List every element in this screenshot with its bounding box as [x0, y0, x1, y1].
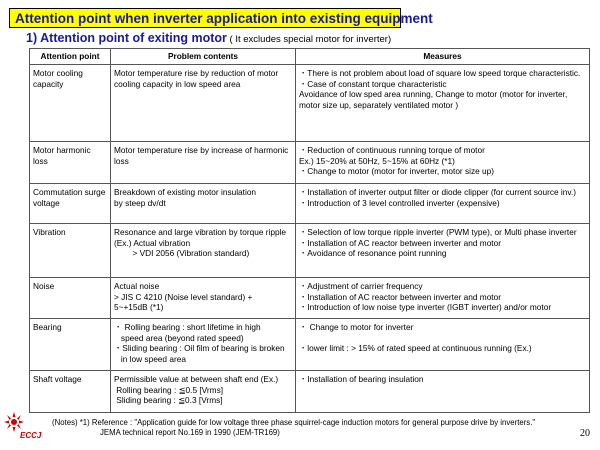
measure-line: ・Case of constant torque characteristic [299, 78, 447, 89]
table-row [30, 142, 590, 184]
measure-line: ・Installation of inverter output filter or diode clipper (for current source inv.) [299, 187, 576, 197]
problem-line: 5~+15dB (*1) [114, 302, 164, 312]
measures-cell [296, 371, 590, 413]
measure-line: ・ Change to motor for inverter [299, 322, 414, 332]
measure-line: ・Selection of low torque ripple inverter (PWM type), or Multi phase inverter [299, 227, 577, 237]
measures-cell [296, 319, 590, 371]
measure-line: ・Introduction of low noise type inverter (IGBT inverter) and/or motor [299, 302, 552, 312]
measure-line: ・Adjustment of carrier frequency [299, 281, 423, 291]
measure-line: ・Introduction of 3 level controlled inverter (expensive) [299, 197, 500, 208]
problem-line: > VDI 2056 (Vibration standard) [114, 248, 250, 258]
problem-cell [111, 224, 296, 278]
problem-line: Motor temperature rise by reduction of motor cooling capacity in low speed area [114, 68, 279, 89]
problem-cell [111, 65, 296, 142]
attention-point-cell: Commutation surge voltage [30, 184, 111, 224]
table-header-row [30, 49, 590, 65]
measures-cell [296, 224, 590, 278]
problem-line: in low speed area [114, 353, 186, 364]
measure-line: ・There is not problem about load of square low speed torque characteristic. [299, 68, 581, 78]
note-line-1: (Notes) *1) Reference : "Application guide for low voltage three phase squirrel-cage induction motors for general purpose drive by inverters." [52, 418, 536, 427]
table-row [30, 319, 590, 371]
table-row [30, 224, 590, 278]
measure-line: motor size up, separately ventilated motor ) [299, 99, 459, 110]
attention-point-cell: Motor harmonic loss [30, 142, 111, 184]
problem-line: Resonance and large vibration by torque ripple [114, 227, 287, 237]
problem-line: by steep dv/dt [114, 197, 166, 208]
measure-line: ・lower limit : > 15% of rated speed at continuous running (Ex.) [299, 343, 532, 353]
measure-line: Avoidance of low sped area running, Change to motor (motor for inverter, [299, 89, 568, 99]
measure-line: ・Change to motor (motor for inverter, motor size up) [299, 166, 495, 176]
problem-cell [111, 319, 296, 371]
table-row [30, 65, 590, 142]
measure-line: ・Reduction of continuous running torque of motor [299, 145, 485, 155]
problem-cell [111, 371, 296, 413]
header-measures: Measures [296, 49, 590, 65]
measure-line: ・Installation of AC reactor between inverter and motor [299, 291, 501, 302]
section-subtitle [26, 31, 391, 45]
problem-cell [111, 184, 296, 224]
measure-line: ・Avoidance of resonance point running [299, 248, 447, 258]
problem-line: Sliding bearing : ≦0.3 [Vrms] [114, 395, 223, 405]
problem-line: Motor temperature rise by increase of harmonic loss [114, 145, 289, 166]
table-row [30, 371, 590, 413]
problem-line: Actual noise [114, 281, 160, 291]
problem-line: > JIS C 4210 (Noise level standard) + [114, 291, 253, 302]
table-row [30, 278, 590, 319]
problem-line: ・ Rolling bearing : short lifetime in high [114, 322, 261, 332]
page-number: 20 [580, 428, 590, 439]
problem-line: speed area (beyond rated speed) [114, 332, 244, 343]
subtitle-main: 1) Attention point of exiting motor [26, 31, 227, 45]
problem-line: (Ex.) Actual vibration [114, 237, 191, 248]
header-problem-contents: Problem contents [111, 49, 296, 65]
measure-line: ・Installation of AC reactor between inverter and motor [299, 237, 501, 248]
measure-line: ・Installation of bearing insulation [299, 374, 424, 384]
problem-line: ・Sliding bearing : Oil film of bearing is broken [114, 343, 285, 353]
attention-point-cell: Vibration [30, 224, 111, 278]
problem-cell [111, 142, 296, 184]
footnotes [52, 418, 572, 438]
measure-line [299, 333, 586, 344]
measures-cell [296, 142, 590, 184]
subtitle-note: ( It excludes special motor for inverter) [226, 34, 392, 45]
attention-point-table [29, 48, 590, 413]
problem-line: Permissible value at between shaft end (Ex.) [114, 374, 279, 384]
problem-line: Breakdown of existing motor insulation [114, 187, 257, 197]
header-attention-point: Attention point [30, 49, 111, 65]
measures-cell [296, 184, 590, 224]
measure-line: Ex.) 15~20% at 50Hz, 5~15% at 60Hz (*1) [299, 155, 455, 166]
table-row [30, 184, 590, 224]
attention-point-cell: Bearing [30, 319, 111, 371]
measures-cell [296, 65, 590, 142]
measures-cell [296, 278, 590, 319]
logo-text: ECCJ [20, 431, 42, 440]
attention-point-cell: Motor cooling capacity [30, 65, 111, 142]
attention-point-cell: Noise [30, 278, 111, 319]
page-title: Attention point when inverter application into existing equipment [9, 8, 401, 28]
problem-line: Rolling bearing : ≦0.5 [Vrms] [114, 384, 224, 395]
attention-point-cell: Shaft voltage [30, 371, 111, 413]
note-line-2: JEMA technical report No.169 in 1990 (JEM-TR169) [100, 428, 280, 437]
problem-cell [111, 278, 296, 319]
